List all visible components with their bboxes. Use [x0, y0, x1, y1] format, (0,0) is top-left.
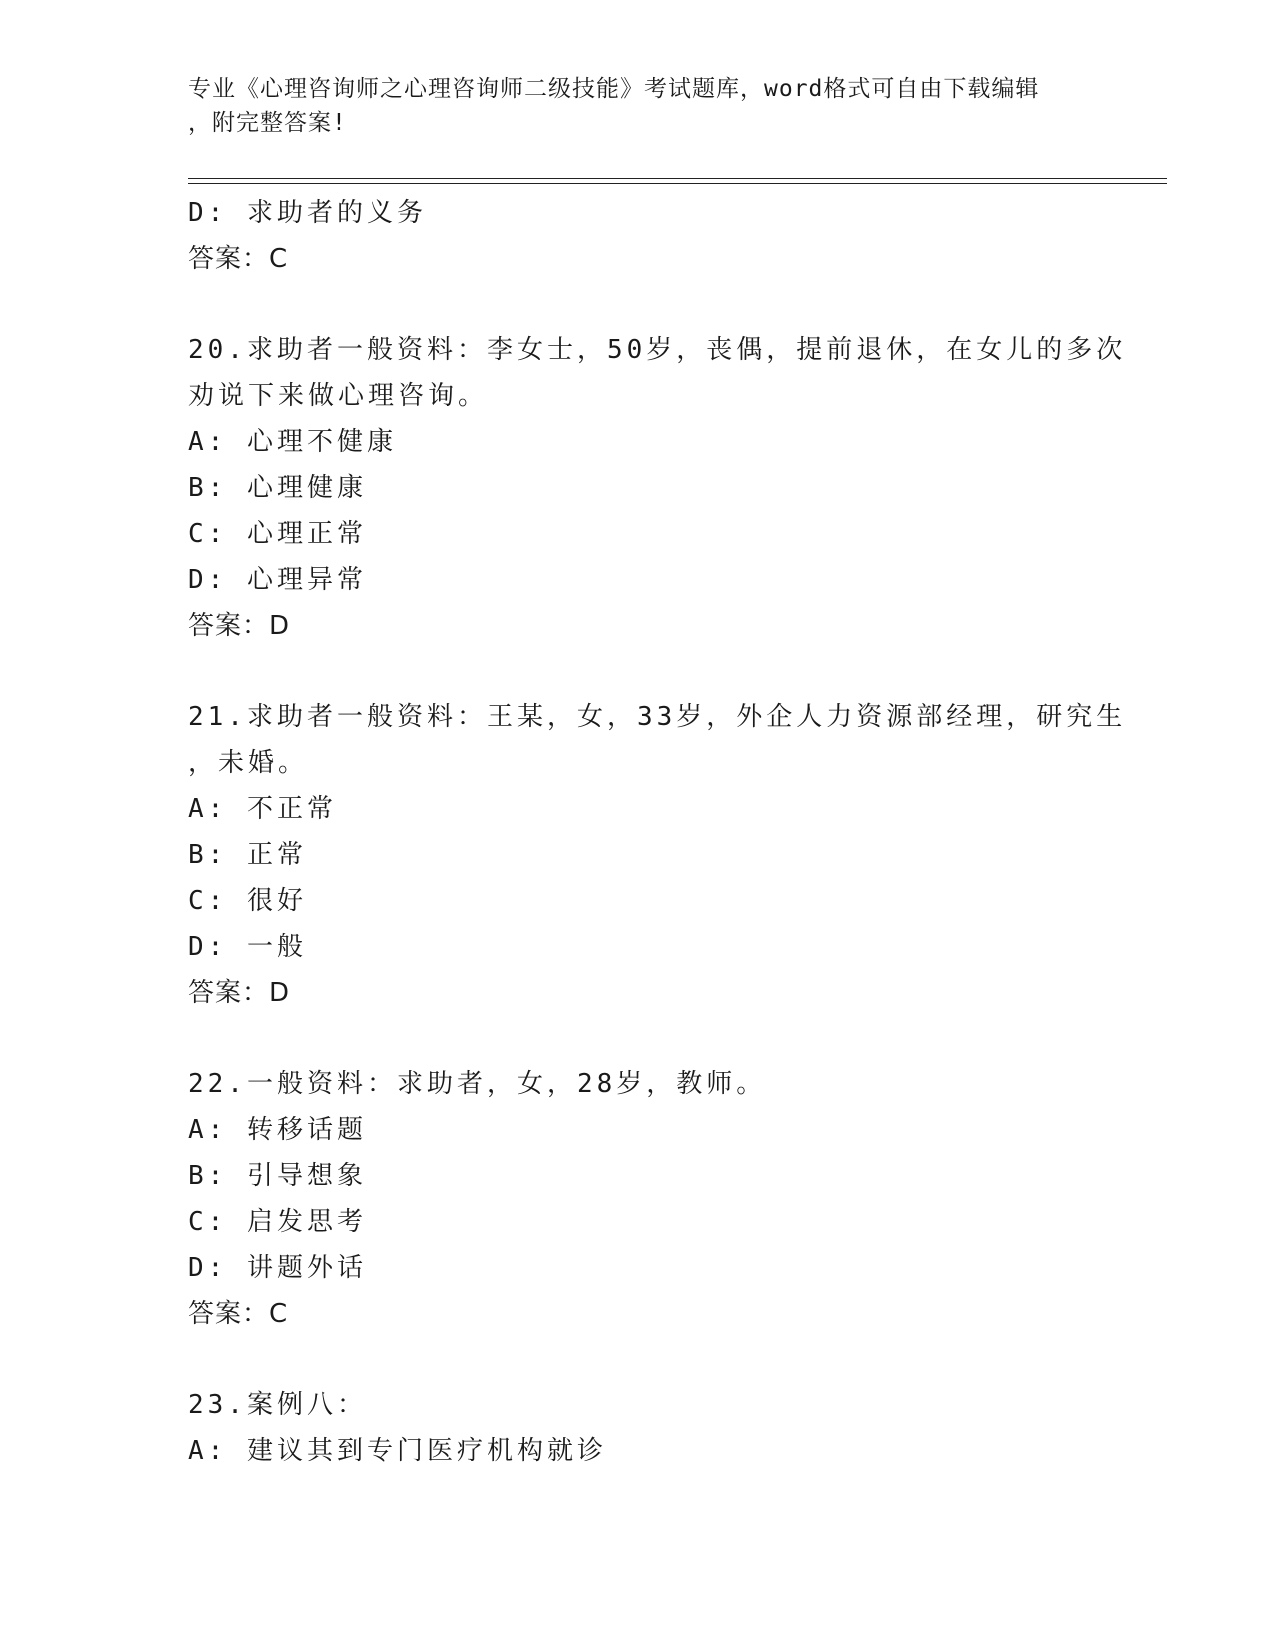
question-stem: 22.一般资料：求助者，女，28岁，教师。: [188, 1069, 767, 1099]
previous-question-tail: [188, 190, 1088, 282]
answer-label: 答案：D: [188, 611, 291, 641]
option-d: D: 求助者的义务: [188, 198, 427, 228]
option-c: C: 很好: [188, 886, 307, 916]
option-a: A: 建议其到专门医疗机构就诊: [188, 1436, 607, 1466]
question-list: [188, 190, 1127, 1474]
question-22: [188, 1061, 1088, 1337]
answer-label: 答案：C: [188, 244, 289, 274]
option-a: A: 不正常: [188, 794, 337, 824]
question-stem: 20.求助者一般资料：李女士，50岁，丧偶，提前退休，在女儿的多次: [188, 335, 1127, 365]
question-stem: 劝说下来做心理咨询。: [188, 381, 489, 411]
option-d: D: 心理异常: [188, 565, 367, 595]
header-divider-top: [188, 178, 1167, 179]
option-a: A: 转移话题: [188, 1115, 367, 1145]
question-21: [188, 694, 1127, 1016]
option-a: A: 心理不健康: [188, 427, 397, 457]
question-stem: ，未婚。: [188, 748, 309, 778]
spacer: [188, 1337, 1088, 1382]
question-stem: 21.求助者一般资料：王某，女，33岁，外企人力资源部经理，研究生: [188, 702, 1127, 732]
spacer: [188, 1016, 1088, 1061]
spacer: [188, 282, 1088, 327]
option-b: B: 引导想象: [188, 1161, 367, 1191]
option-d: D: 一般: [188, 932, 307, 962]
option-c: C: 启发思考: [188, 1207, 367, 1237]
answer-label: 答案：D: [188, 978, 291, 1008]
option-b: B: 心理健康: [188, 473, 367, 503]
answer-label: 答案：C: [188, 1299, 289, 1329]
document-header: [188, 72, 1088, 140]
question-20: [188, 327, 1127, 649]
spacer: [188, 649, 1088, 694]
option-b: B: 正常: [188, 840, 307, 870]
header-divider-bottom: [188, 183, 1167, 184]
option-d: D: 讲题外话: [188, 1253, 367, 1283]
option-c: C: 心理正常: [188, 519, 367, 549]
question-stem: 23.案例八：: [188, 1390, 367, 1420]
header-line-2: ，附完整答案!: [188, 110, 347, 136]
header-line-1: 专业《心理咨询师之心理咨询师二级技能》考试题库，word格式可自由下载编辑: [188, 76, 1040, 102]
question-23: [188, 1382, 1088, 1474]
